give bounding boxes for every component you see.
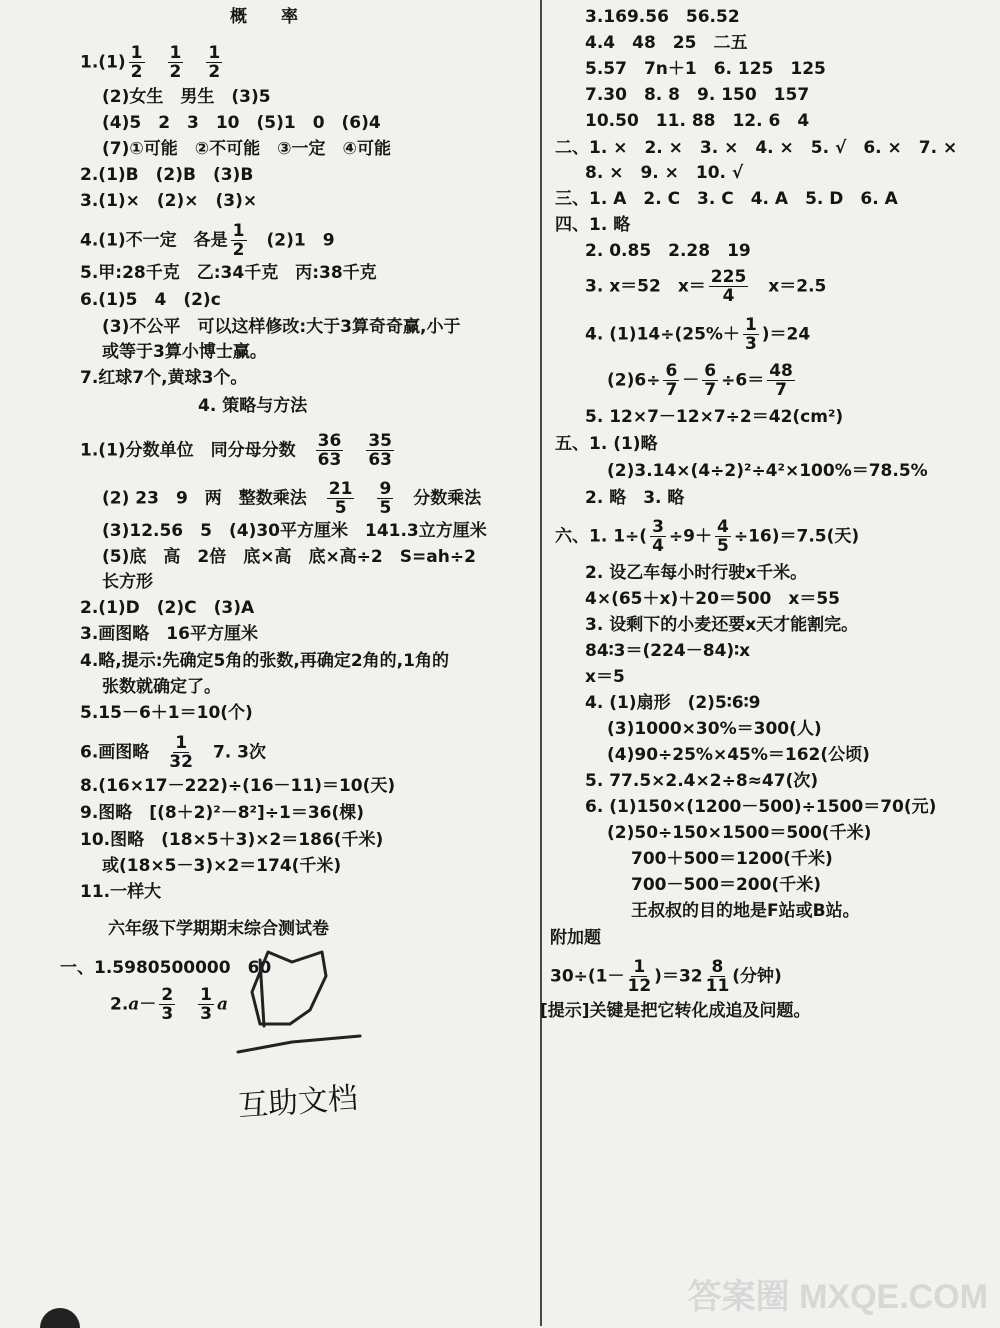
- strategy-answer-1-5b: 长方形: [102, 572, 153, 592]
- true-false-8: 8. × 9. × 10. √: [585, 163, 744, 183]
- word-problem-2b: 4×(65＋x)＋20＝500 x＝55: [585, 589, 840, 609]
- strategy-answer-9: 9.图略 [(8＋2)²－8²]÷1＝36(棵): [80, 803, 365, 823]
- answer-r4: 4.4 48 25 二五: [585, 33, 748, 53]
- word-problem-4-4: (4)90÷25%×45%＝162(公顷): [607, 745, 870, 765]
- word-problem-6-2: (2)50÷150×1500＝500(千米): [607, 823, 872, 843]
- word-problem-3b: 84∶3＝(224－84)∶x: [585, 641, 751, 661]
- calc-4: 4. (1)14÷(25%＋ $\frac{1}{3}$ )＝24: [585, 315, 811, 354]
- answer-6-3b: 或等于3算小博士赢。: [102, 342, 267, 362]
- strategy-answer-4b: 张数就确定了。: [102, 677, 221, 697]
- strategy-answer-3: 3.画图略 16平方厘米: [80, 624, 258, 644]
- geometry-1-2: (2)3.14×(4÷2)²÷4²×100%＝78.5%: [607, 461, 928, 481]
- answer-1-7: (7)①可能 ②不可能 ③一定 ④可能: [102, 139, 391, 159]
- answer-1-2: (2)女生 男生 (3)5: [102, 87, 271, 107]
- bonus-title: 附加题: [550, 928, 601, 948]
- answer-5: 5.甲:28千克 乙:34千克 丙:38千克: [80, 263, 377, 283]
- section-title-strategy: 4. 策略与方法: [198, 396, 308, 416]
- answer-2: 2.(1)B (2)B (3)B: [80, 165, 254, 185]
- strategy-answer-10b: 或(18×5－3)×2＝174(千米): [102, 856, 342, 876]
- answer-r3: 3.169.56 56.52: [585, 7, 740, 27]
- calc-4-2: (2)6÷ $\frac{6}{7}$ － $\frac{6}{7}$ ÷6＝ $\frac{48}{7}$: [607, 361, 793, 400]
- handwritten-stamp: [230, 940, 400, 1090]
- word-problem-6-3: 700＋500＝1200(千米): [631, 849, 833, 869]
- strategy-answer-10: 10.图略 (18×5＋3)×2＝186(千米): [80, 830, 384, 850]
- answer-1-4: (4)5 2 3 10 (5)1 0 (6)4: [102, 113, 381, 133]
- word-problem-6: 6. (1)150×(1200－500)÷1500＝70(元): [585, 797, 937, 817]
- exam-answer-2: 2.a－ $\frac{2}{3}$ $\frac{1}{3}$ a: [110, 985, 229, 1024]
- word-problem-1: 六、1. 1÷( $\frac{3}{4}$ ÷9＋ $\frac{4}{5}$ ÷16)＝7.5(天): [555, 517, 860, 556]
- strategy-answer-1: 1.(1)分数单位 同分母分数 $\frac{36}{63}$ $\frac{35}{63}$: [80, 431, 393, 470]
- exam-title: 六年级下学期期末综合测试卷: [108, 919, 329, 939]
- word-problem-4: 4. (1)扇形 (2)5∶6∶9: [585, 693, 761, 713]
- answer-r5: 5.57 7n＋1 6. 125 125: [585, 59, 826, 79]
- word-problem-4-3: (3)1000×30%＝300(人): [607, 719, 822, 739]
- calc-1: 四、1. 略: [555, 215, 631, 235]
- word-problem-3c: x＝5: [585, 667, 625, 687]
- exam-answer-1: 一、1.5980500000 60: [60, 958, 272, 978]
- stamp-text: 互助文档: [236, 1080, 360, 1125]
- answer-1: 1.(1) $\frac{1}{2}$ $\frac{1}{2}$ $\frac{1}{2}$: [80, 43, 221, 82]
- strategy-answer-6: 6.画图略 $\frac{1}{32}$ 7. 3次: [80, 733, 267, 772]
- answer-6-3a: (3)不公平 可以这样修改:大于3算奇奇赢,小于: [102, 317, 461, 337]
- page-corner-tab: [40, 1308, 80, 1328]
- true-false-1: 二、1. × 2. × 3. × 4. × 5. √ 6. × 7. ×: [555, 138, 958, 158]
- calc-2: 2. 0.85 2.28 19: [585, 241, 751, 261]
- strategy-answer-4: 4.略,提示:先确定5角的张数,再确定2角的,1角的: [80, 651, 449, 671]
- geometry-2: 2. 略 3. 略: [585, 488, 685, 508]
- answer-4: 4.(1)不一定 各是 $\frac{1}{2}$ (2)1 9: [80, 221, 335, 260]
- section-title-probability: 概 率: [230, 7, 298, 27]
- answer-r10: 10.50 11. 88 12. 6 4: [585, 111, 810, 131]
- calc-5: 5. 12×7－12×7÷2＝42(cm²): [585, 407, 844, 427]
- strategy-answer-11: 11.一样大: [80, 882, 162, 902]
- word-problem-3: 3. 设剩下的小麦还要x天才能割完。: [585, 615, 859, 635]
- answer-r7: 7.30 8. 8 9. 150 157: [585, 85, 810, 105]
- strategy-answer-1-3: (3)12.56 5 (4)30平方厘米 141.3立方厘米: [102, 521, 487, 541]
- strategy-answer-2: 2.(1)D (2)C (3)A: [80, 598, 255, 618]
- word-problem-2: 2. 设乙车每小时行驶x千米。: [585, 563, 808, 583]
- answer-6: 6.(1)5 4 (2)c: [80, 290, 221, 310]
- word-problem-6-4: 700－500＝200(千米): [631, 875, 821, 895]
- strategy-answer-8: 8.(16×17－222)÷(16－11)＝10(天): [80, 776, 396, 796]
- site-watermark: 答案圈 MXQE.COM: [687, 1278, 988, 1316]
- calc-3: 3. x＝52 x＝ $\frac{225}{4}$ x＝2.5: [585, 267, 827, 306]
- choice-answers: 三、1. A 2. C 3. C 4. A 5. D 6. A: [555, 189, 898, 209]
- bonus-hint: [提示]关键是把它转化成追及问题。: [540, 1001, 811, 1021]
- strategy-answer-1-2: (2) 23 9 两 整数乘法 $\frac{21}{5}$ $\frac{9}{5}$ 分数乘法: [102, 479, 482, 518]
- answer-3: 3.(1)× (2)× (3)×: [80, 191, 258, 211]
- strategy-answer-1-5: (5)底 高 2倍 底×高 底×高÷2 S=ah÷2: [102, 547, 476, 567]
- bonus-equation: 30÷(1－ $\frac{1}{12}$ )＝32 $\frac{8}{11}$ (分钟): [550, 957, 782, 996]
- strategy-answer-5: 5.15－6＋1＝10(个): [80, 703, 253, 723]
- word-problem-5: 5. 77.5×2.4×2÷8≈47(次): [585, 771, 819, 791]
- word-problem-6-5: 王叔叔的目的地是F站或B站。: [631, 901, 860, 921]
- geometry-1: 五、1. (1)略: [555, 434, 658, 454]
- column-divider: [540, 0, 542, 1326]
- answer-7: 7.红球7个,黄球3个。: [80, 368, 248, 388]
